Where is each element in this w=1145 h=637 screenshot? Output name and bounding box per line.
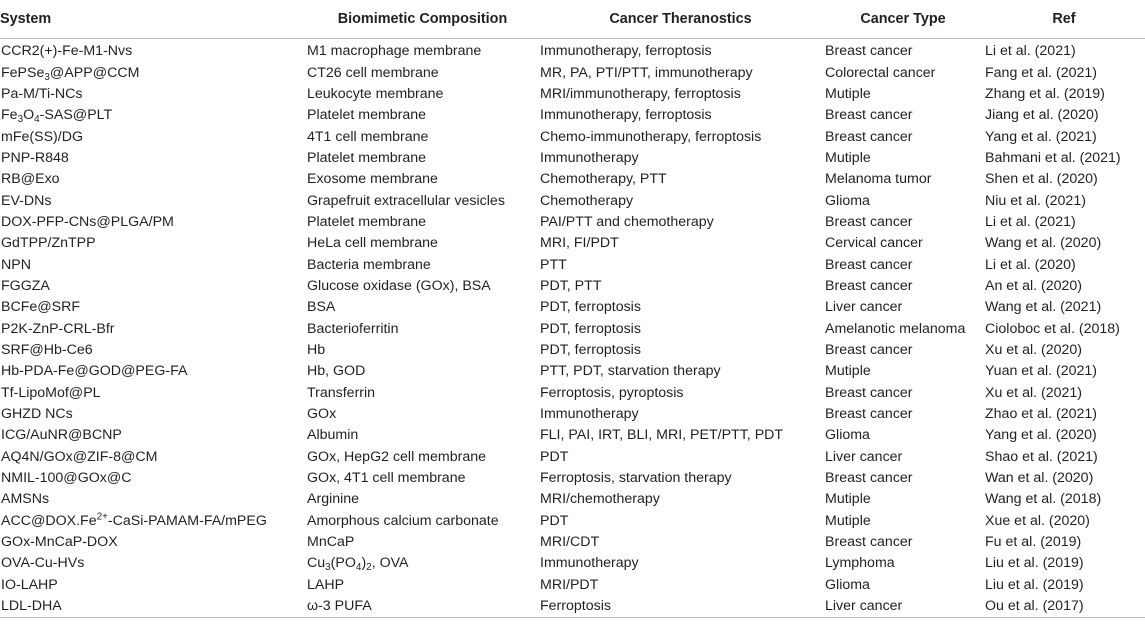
table-row (0, 575, 1145, 596)
cell-biomimetic-composition: Bacterioferritin (307, 320, 399, 337)
table-row (0, 596, 1145, 618)
table-row (0, 233, 1145, 254)
cell-ref: Fang et al. (2021) (985, 64, 1097, 81)
table-row (0, 447, 1145, 468)
table-row (0, 361, 1145, 382)
cell-system: P2K-ZnP-CRL-Bfr (1, 320, 115, 337)
cell-biomimetic-composition: 4T1 cell membrane (307, 128, 429, 145)
cell-biomimetic-composition: Arginine (307, 491, 360, 508)
cell-biomimetic-composition: Platelet membrane (307, 213, 427, 230)
cell-ref: Shao et al. (2021) (985, 448, 1098, 465)
table-row (0, 62, 1145, 83)
cell-cancer-type: Breast cancer (825, 384, 913, 401)
cell-biomimetic-composition: GOx, 4T1 cell membrane (307, 470, 466, 487)
cell-ref: Wan et al. (2020) (985, 470, 1094, 487)
cell-ref: Ou et al. (2017) (983, 596, 1145, 618)
cell-cancer-theranostics: Chemotherapy (540, 192, 634, 209)
cell-system: Hb-PDA-Fe@GOD@PEG-FA (1, 363, 188, 380)
cell-cancer-theranostics: PDT, ferroptosis (540, 320, 641, 337)
cell-ref: Wang et al. (2020) (985, 235, 1102, 252)
cell-biomimetic-composition: Transferrin (307, 384, 376, 401)
cell-cancer-type: Breast cancer (825, 470, 913, 487)
cell-cancer-type: Breast cancer (825, 256, 913, 273)
cell-system: AQ4N/GOx@ZIF-8@CM (1, 448, 158, 465)
cell-biomimetic-composition: BSA (307, 299, 336, 316)
cell-cancer-theranostics: FLI, PAI, IRT, BLI, MRI, PET/PTT, PDT (540, 427, 784, 444)
cell-cancer-type: Glioma (825, 192, 870, 209)
cell-ref: Yang et al. (2021) (985, 128, 1097, 145)
cell-biomimetic-composition: Grapefruit extracellular vesicles (307, 192, 505, 209)
cell-cancer-theranostics: Immunotherapy (540, 406, 639, 423)
cell-cancer-theranostics: Chemo-immunotherapy, ferroptosis (540, 128, 762, 145)
header-biomimetic-composition: Biomimetic Composition (307, 0, 538, 39)
cell-cancer-theranostics: MRI, FI/PDT (540, 235, 619, 252)
cell-cancer-type: Mutiple (825, 85, 871, 102)
cell-biomimetic-composition: Bacteria membrane (307, 256, 431, 273)
cell-system: LDL-DHA (0, 596, 307, 618)
cell-cancer-type: Breast cancer (825, 128, 913, 145)
cell-cancer-type: Breast cancer (825, 277, 913, 294)
cell-cancer-type: Liver cancer (825, 448, 903, 465)
table-row (0, 532, 1145, 553)
table-row (0, 553, 1145, 574)
cell-cancer-type: Mutiple (825, 491, 871, 508)
header-cancer-theranostics: Cancer Theranostics (538, 0, 823, 39)
cell-biomimetic-composition: MnCaP (307, 534, 355, 551)
cell-system: GdTPP/ZnTPP (1, 235, 96, 252)
cell-system: CCR2(+)-Fe-M1-Nvs (1, 43, 133, 60)
cell-system: Tf-LipoMof@PL (1, 384, 101, 401)
cell-ref: An et al. (2020) (985, 277, 1083, 294)
cell-cancer-type: Glioma (825, 427, 870, 444)
cell-biomimetic-composition: Amorphous calcium carbonate (307, 512, 499, 529)
table-row (0, 425, 1145, 446)
cell-cancer-type: Cervical cancer (825, 235, 923, 252)
table-row (0, 318, 1145, 339)
cell-system: GHZD NCs (1, 406, 73, 423)
cell-cancer-theranostics: Ferroptosis, pyroptosis (540, 384, 684, 401)
cell-biomimetic-composition: Hb (307, 341, 326, 358)
cell-system: GOx-MnCaP-DOX (1, 534, 118, 551)
cell-ref: Yang et al. (2020) (985, 427, 1097, 444)
cell-cancer-theranostics: MR, PA, PTI/PTT, immunotherapy (540, 64, 753, 81)
cell-cancer-theranostics: PDT (540, 512, 569, 529)
table-row (0, 489, 1145, 510)
cell-biomimetic-composition: GOx (307, 406, 337, 423)
cell-ref: Yuan et al. (2021) (985, 363, 1098, 380)
cell-system: BCFe@SRF (1, 299, 81, 316)
cell-ref: Li et al. (2021) (985, 213, 1076, 230)
cell-ref: Xu et al. (2020) (985, 341, 1083, 358)
table-row (0, 126, 1145, 147)
cell-biomimetic-composition: M1 macrophage membrane (307, 43, 482, 60)
cell-system: FePSe$_3$@APP@CCM (1, 64, 140, 83)
cell-ref: Liu et al. (2019) (985, 576, 1084, 593)
cell-system: NMIL-100@GOx@C (1, 470, 132, 487)
cell-ref: Liu et al. (2019) (985, 555, 1084, 572)
cell-biomimetic-composition: LAHP (307, 576, 345, 593)
table-row (0, 84, 1145, 105)
cell-cancer-type: Mutiple (825, 149, 871, 166)
cell-ref: Zhao et al. (2021) (985, 406, 1097, 423)
cell-ref: Fu et al. (2019) (985, 534, 1082, 551)
cell-cancer-theranostics: MRI/CDT (540, 534, 600, 551)
table-row (0, 39, 1145, 63)
cell-biomimetic-composition: Hb, GOD (307, 363, 366, 380)
cell-cancer-type: Breast cancer (825, 43, 913, 60)
table-row (0, 212, 1145, 233)
cell-cancer-type: Colorectal cancer (825, 64, 936, 81)
cell-cancer-type: Glioma (825, 576, 870, 593)
table-row (0, 468, 1145, 489)
cell-cancer-theranostics: PAI/PTT and chemotherapy (540, 213, 714, 230)
header-system: System (0, 0, 307, 39)
header-cancer-type: Cancer Type (823, 0, 983, 39)
cell-system: IO-LAHP (1, 576, 58, 593)
cell-system: $ACC@DOX.Fe^{2+}-CaSi-PAMAM-FA$/mPEG (1, 511, 267, 529)
cell-system: SRF@Hb-Ce6 (1, 341, 93, 358)
cell-biomimetic-composition: Platelet membrane (307, 149, 427, 166)
cell-system: mFe(SS)/DG (1, 128, 83, 145)
cell-ref: Li et al. (2021) (985, 43, 1076, 60)
cell-cancer-theranostics: PDT, ferroptosis (540, 299, 641, 316)
cell-cancer-theranostics: PTT (540, 256, 567, 273)
cell-biomimetic-composition: Leukocyte membrane (307, 85, 444, 102)
table-row (0, 511, 1145, 532)
cell-biomimetic-composition: Glucose oxidase (GOx), BSA (307, 277, 491, 294)
cell-system: DOX-PFP-CNs@PLGA/PM (1, 213, 174, 230)
cell-cancer-theranostics: MRI/PDT (540, 576, 599, 593)
table-row (0, 383, 1145, 404)
cell-cancer-theranostics: Immunotherapy, ferroptosis (540, 107, 712, 124)
cell-cancer-theranostics: MRI/chemotherapy (540, 491, 660, 508)
cell-ref: Xu et al. (2021) (985, 384, 1083, 401)
table-header (0, 0, 1145, 39)
cell-cancer-theranostics: Ferroptosis (538, 596, 823, 618)
cell-cancer-type: Melanoma tumor (825, 171, 932, 188)
cell-biomimetic-composition: Platelet membrane (307, 107, 427, 124)
cell-cancer-theranostics: Immunotherapy (540, 555, 639, 572)
cell-ref: Cioloboc et al. (2018) (985, 320, 1120, 337)
cell-cancer-type: Breast cancer (825, 534, 913, 551)
cell-cancer-theranostics: PDT, PTT (540, 277, 602, 294)
cell-ref: Zhang et al. (2019) (985, 85, 1105, 102)
table-row (0, 169, 1145, 190)
cell-cancer-theranostics: PTT, PDT, starvation therapy (540, 363, 721, 380)
cell-ref: Bahmani et al. (2021) (985, 149, 1121, 166)
table-row (0, 105, 1145, 126)
table-row (0, 254, 1145, 275)
cell-cancer-type: Mutiple (825, 363, 871, 380)
cell-biomimetic-composition: CT26 cell membrane (307, 64, 439, 81)
cell-cancer-type: Amelanotic melanoma (825, 320, 966, 337)
table-row (0, 148, 1145, 169)
table-row (0, 276, 1145, 297)
cell-ref: Li et al. (2020) (985, 256, 1076, 273)
cell-biomimetic-composition: Exosome membrane (307, 171, 438, 188)
cell-ref: Xue et al. (2020) (985, 512, 1090, 529)
table-row (0, 190, 1145, 211)
cell-system: NPN (1, 256, 31, 273)
cell-cancer-theranostics: Immunotherapy, ferroptosis (540, 43, 712, 60)
cell-cancer-type: Breast cancer (825, 107, 913, 124)
cell-ref: Wang et al. (2018) (985, 491, 1102, 508)
table-body (0, 39, 1145, 618)
cell-cancer-type: Mutiple (825, 512, 871, 529)
cell-biomimetic-composition: HeLa cell membrane (307, 235, 438, 252)
cell-system: OVA-Cu-HVs (1, 555, 85, 572)
cell-biomimetic-composition: ω-3 PUFA (307, 596, 538, 618)
table-row (0, 340, 1145, 361)
cell-cancer-theranostics: MRI/immunotherapy, ferroptosis (540, 85, 741, 102)
cell-cancer-type: Lymphoma (825, 555, 895, 572)
cell-ref: Wang et al. (2021) (985, 299, 1102, 316)
cell-cancer-type: Breast cancer (825, 406, 913, 423)
cell-cancer-theranostics: Chemotherapy, PTT (540, 171, 667, 188)
cell-system: PNP-R848 (1, 149, 69, 166)
cell-cancer-type: Liver cancer (823, 596, 983, 618)
cell-cancer-theranostics: PDT, ferroptosis (540, 341, 641, 358)
cell-system: ICG/AuNR@BCNP (1, 427, 122, 444)
table-row (0, 404, 1145, 425)
cell-system: RB@Exo (1, 171, 60, 188)
cell-system: FGGZA (1, 277, 50, 294)
cell-ref: Niu et al. (2021) (985, 192, 1086, 209)
cell-system: Pa-M/Ti-NCs (1, 85, 83, 102)
cell-cancer-theranostics: Immunotherapy (540, 149, 639, 166)
cell-system: $Fe_3O_4-SAS@PLT$ (1, 107, 113, 126)
cell-system: EV-DNs (1, 192, 52, 209)
header-ref: Ref (983, 0, 1145, 39)
cell-cancer-type: Liver cancer (825, 299, 903, 316)
cell-system: AMSNs (1, 491, 50, 508)
cell-cancer-theranostics: Ferroptosis, starvation therapy (540, 470, 732, 487)
header-row (0, 0, 1145, 39)
cell-biomimetic-composition: Albumin (307, 427, 359, 444)
cell-cancer-type: Breast cancer (825, 341, 913, 358)
cell-biomimetic-composition: $Cu_3(PO_4)_2$, OVA (307, 555, 409, 574)
table-row (0, 297, 1145, 318)
cell-cancer-type: Breast cancer (825, 213, 913, 230)
cell-ref: Jiang et al. (2020) (985, 107, 1099, 124)
cell-biomimetic-composition: GOx, HepG2 cell membrane (307, 448, 486, 465)
cell-cancer-theranostics: PDT (540, 448, 569, 465)
cell-ref: Shen et al. (2020) (985, 171, 1098, 188)
